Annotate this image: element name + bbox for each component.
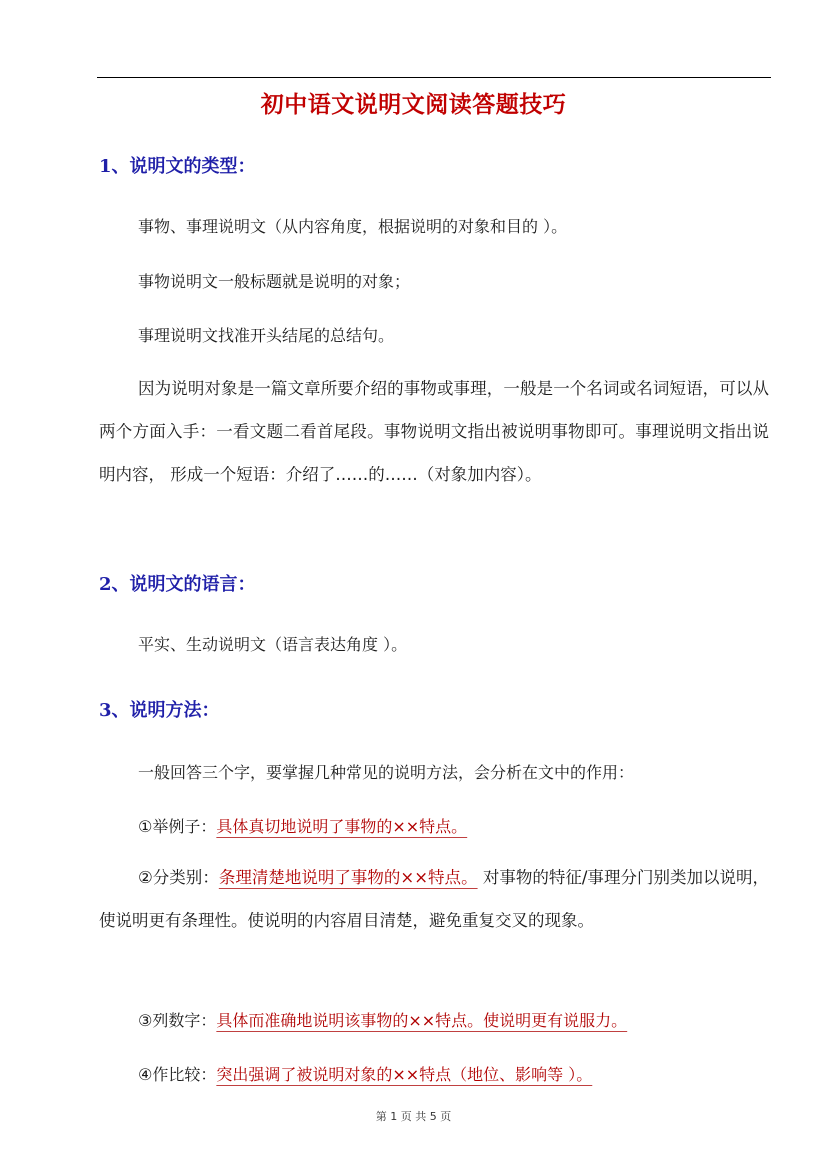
types-line-1: 事物、事理说明文（从内容角度，根据说明的对象和目的 ）。: [138, 217, 568, 236]
method-answer: 条理清楚地说明了事物的××特点。: [218, 868, 478, 887]
section-heading-language: 2、说明文的语言：: [99, 574, 256, 595]
method-classification: [99, 856, 769, 942]
section-heading-methods: 3、说明方法：: [99, 700, 220, 721]
page-title: 初中语文说明文阅读答题技巧: [260, 91, 567, 118]
methods-intro: 一般回答三个字，要掌握几种常见的说明方法，会分析在文中的作用：: [138, 763, 635, 782]
method-answer: 具体而准确地说明该事物的××特点。使说明更有说服力。: [216, 1011, 628, 1030]
types-line-3: 事理说明文找准开头结尾的总结句。: [138, 326, 395, 345]
method-explanation: 对事物的特征/事理分门别类加以说明，使说明更有条理性。使说明的内容眉目清楚，避免重复交叉的现象。: [99, 868, 769, 930]
method-label: ②分类别：: [138, 868, 219, 887]
page-footer: 第 1 页 共 5 页: [375, 1110, 452, 1123]
method-comparison: [138, 1063, 592, 1087]
method-example: [138, 815, 467, 839]
types-line-2: 事物说明文一般标题就是说明的对象；: [138, 272, 411, 291]
method-numbers: [138, 1009, 627, 1033]
method-label: ③列数字：: [138, 1011, 217, 1030]
header-rule: [97, 77, 771, 78]
method-label: ①举例子：: [138, 817, 217, 836]
method-label: ④作比较：: [138, 1065, 217, 1084]
types-paragraph: 因为说明对象是一篇文章所要介绍的事物或事理，一般是一个名词或名词短语，可以从两个方面入手：一看文题二看首尾段。事物说明文指出被说明事物即可。事理说明文指出说明内容， 形成一个短语：介绍了……的……（对象加内容）。: [99, 379, 769, 484]
method-answer: 突出强调了被说明对象的××特点（地位、影响等 ）。: [216, 1065, 593, 1084]
method-answer: 具体真切地说明了事物的××特点。: [216, 817, 468, 836]
language-line: 平实、生动说明文（语言表达角度 ）。: [138, 635, 408, 654]
section-heading-types: 1、说明文的类型：: [99, 156, 256, 177]
